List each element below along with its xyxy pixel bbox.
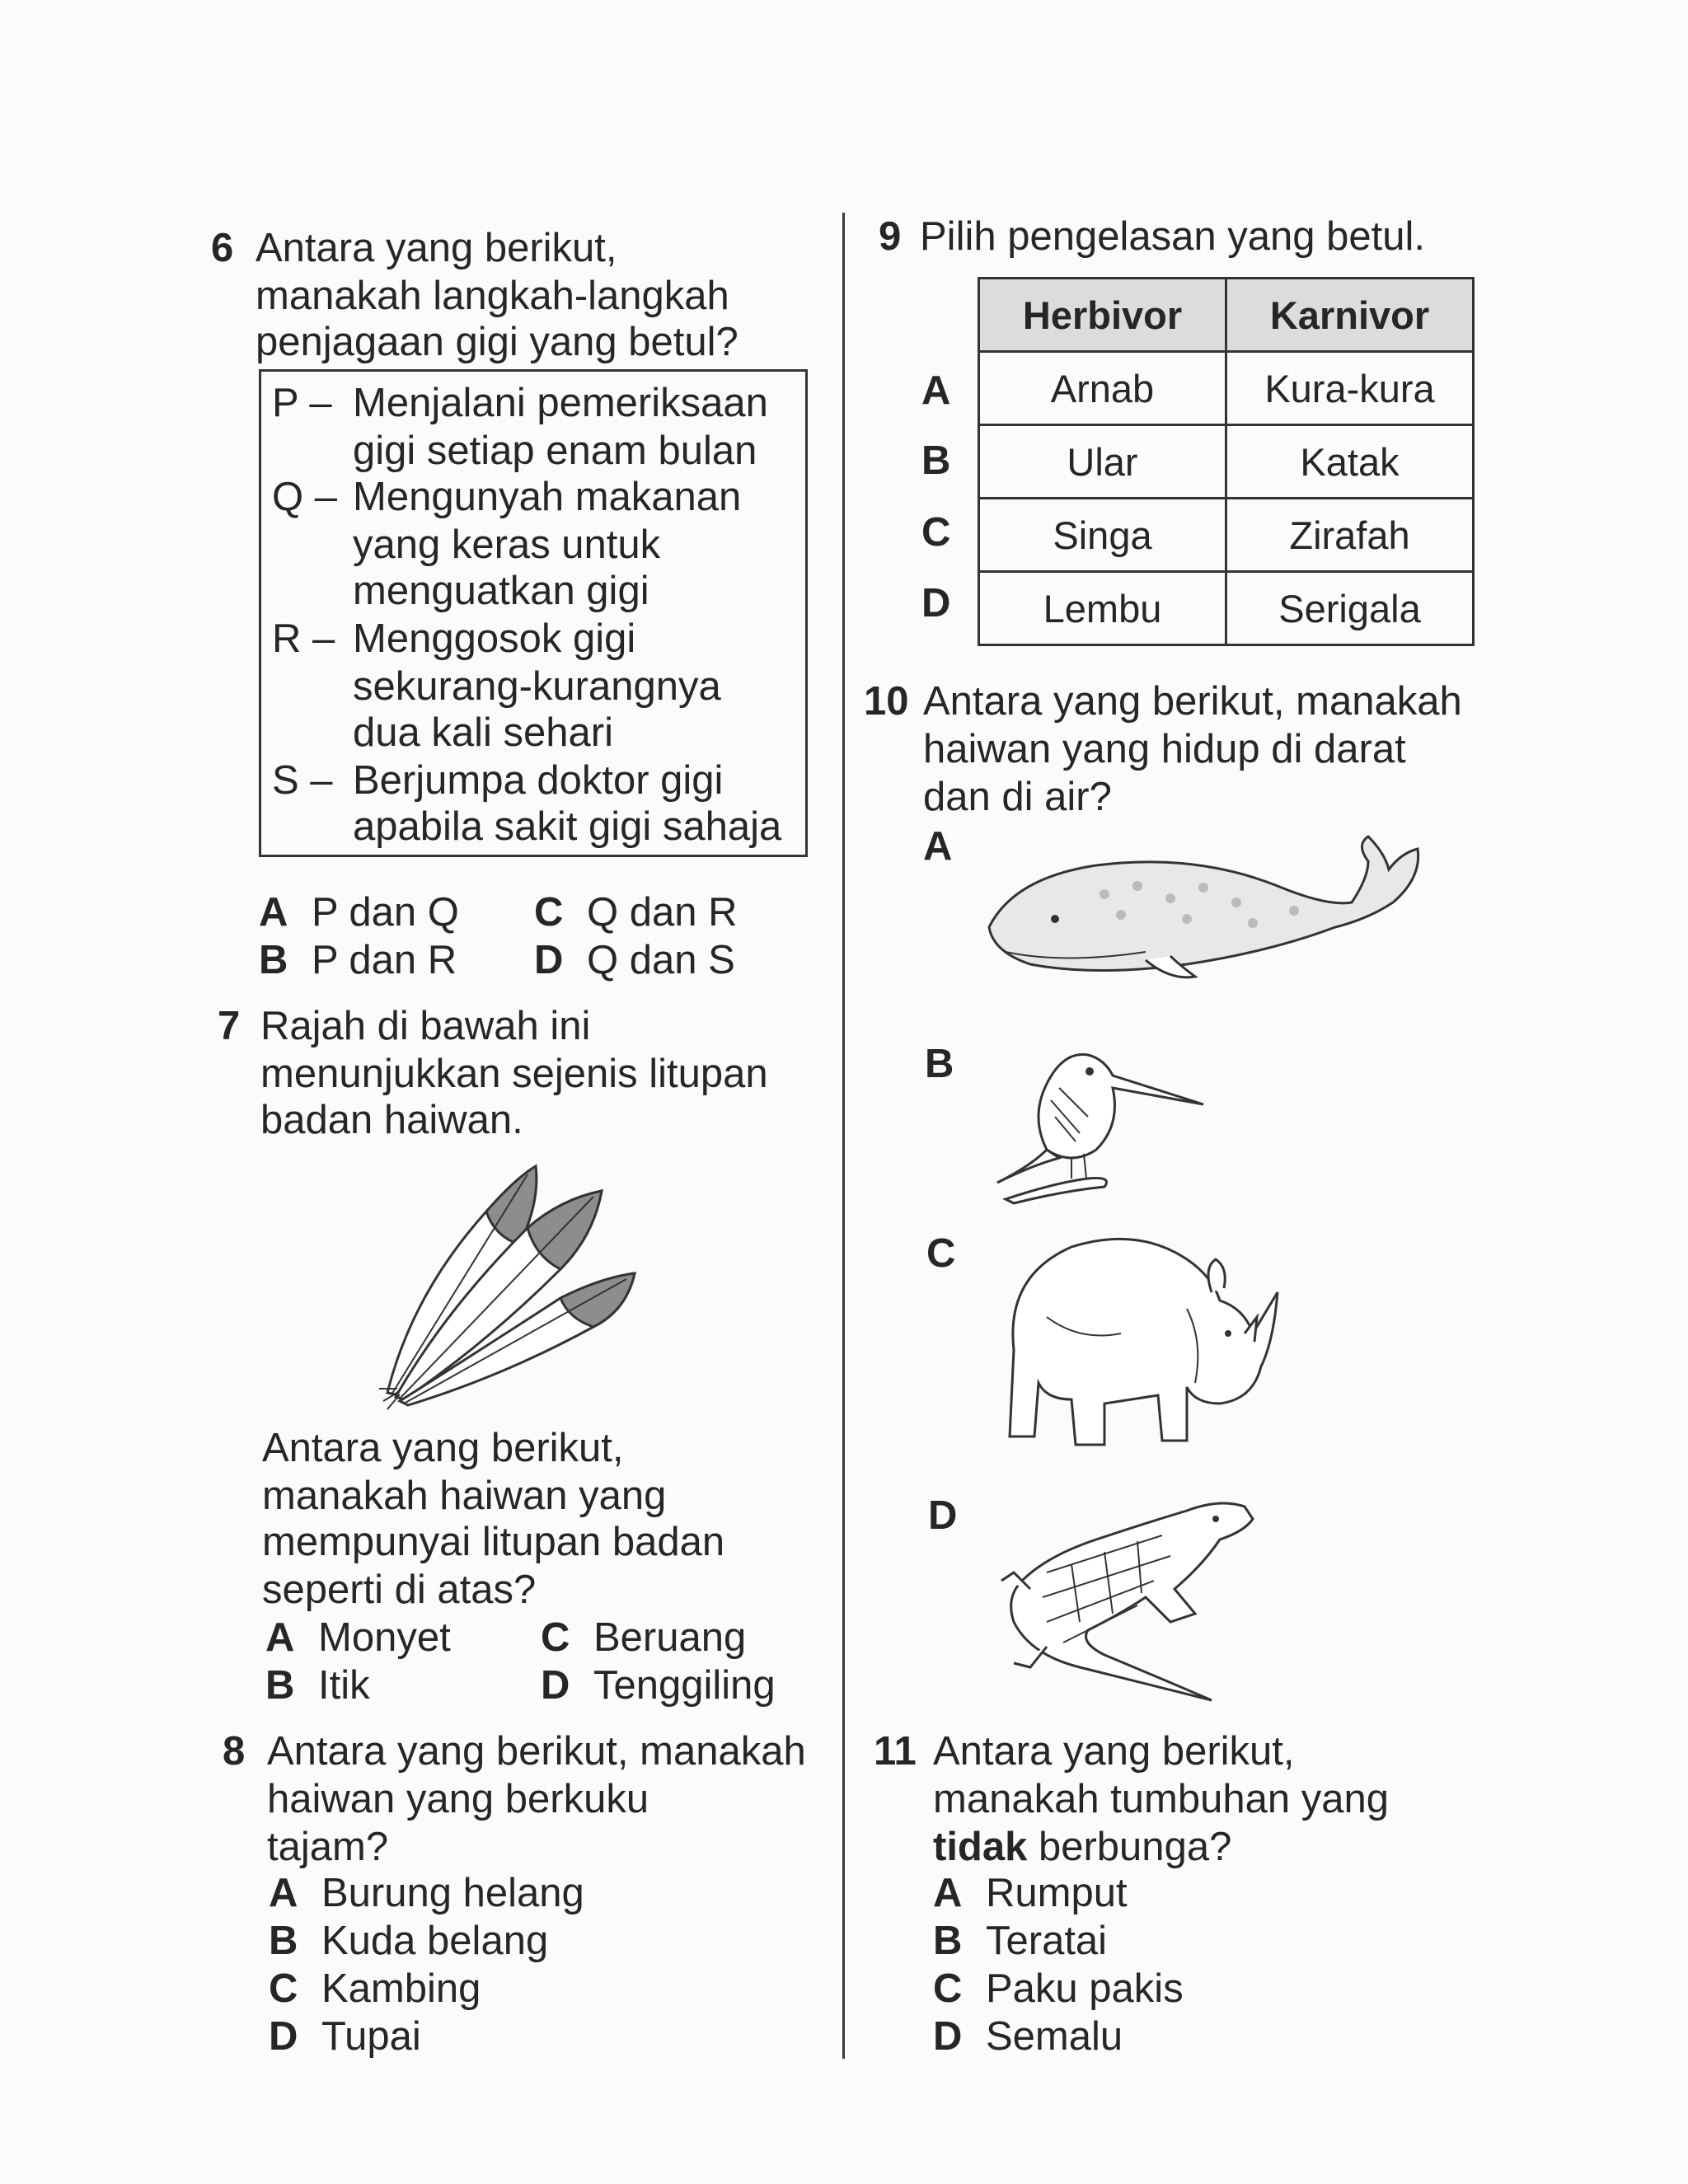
answer-option-b[interactable] — [265, 1661, 370, 1709]
row-letter-a[interactable]: A — [921, 368, 951, 413]
column-divider — [842, 213, 845, 2059]
header-karnivor: Karnivor — [1226, 279, 1474, 352]
option-text: Tenggiling — [593, 1663, 776, 1708]
question-text-line: menunjukkan sejenis litupan — [260, 1052, 768, 1096]
answer-option-d[interactable] — [269, 2013, 421, 2060]
row-letter-c[interactable]: C — [921, 510, 951, 555]
question-text-line — [933, 1823, 1231, 1871]
option-text: Itik — [318, 1663, 370, 1708]
option-letter: C — [269, 1966, 298, 2011]
option-letter: A — [259, 890, 288, 935]
option-letter: D — [933, 2014, 963, 2059]
option-text: Semalu — [986, 2014, 1123, 2059]
question-number: 8 — [223, 1729, 246, 1774]
option-letter: B — [269, 1919, 298, 1963]
kingfisher-illustration[interactable] — [981, 1034, 1212, 1207]
option-letter: C — [933, 1966, 963, 2011]
option-text: Beruang — [593, 1615, 747, 1660]
cell-karnivor: Katak — [1226, 425, 1474, 499]
statement-line: Menjalani pemeriksaan — [353, 381, 768, 425]
question-text-line: manakah tumbuhan yang — [933, 1777, 1389, 1821]
option-text: Rumput — [986, 1871, 1128, 1915]
cell-herbivor: Lembu — [979, 572, 1226, 645]
question-text-line: Rajah di bawah ini — [260, 1004, 591, 1048]
statement-label: Q – — [272, 475, 337, 519]
question-text-line: penjagaan gigi yang betul? — [256, 320, 738, 364]
answer-option-a[interactable] — [933, 1869, 1128, 1917]
statement-line: Mengunyah makanan — [353, 475, 742, 519]
question-number: 6 — [211, 226, 234, 270]
statement-label: R – — [272, 616, 335, 661]
option-letter: C — [534, 890, 564, 935]
emphasis-tidak: tidak — [933, 1825, 1028, 1869]
statement-line: menguatkan gigi — [353, 569, 649, 613]
statement-line: yang keras untuk — [353, 523, 661, 567]
statement-line: gigi setiap enam bulan — [353, 429, 757, 473]
answer-option-a[interactable] — [265, 1614, 451, 1661]
crocodile-illustration[interactable] — [997, 1490, 1261, 1708]
option-letter: B — [265, 1663, 295, 1708]
cell-karnivor: Kura-kura — [1226, 352, 1474, 425]
question-text-line: Antara yang berikut, manakah — [267, 1729, 806, 1774]
cell-karnivor: Serigala — [1226, 572, 1474, 645]
question-text-line: Antara yang berikut, manakah — [923, 679, 1462, 724]
option-text: Kambing — [321, 1966, 481, 2011]
statement-line: Berjumpa doktor gigi — [353, 758, 724, 803]
statement-line: Menggosok gigi — [353, 616, 636, 661]
statement-label: S – — [272, 758, 333, 803]
option-letter: B — [259, 938, 288, 982]
question-text-line: badan haiwan. — [260, 1098, 523, 1142]
table-row[interactable] — [979, 572, 1474, 645]
option-text: Kuda belang — [321, 1919, 549, 1963]
answer-option-d[interactable] — [933, 2013, 1123, 2060]
question-text-line: Antara yang berikut, — [933, 1729, 1295, 1774]
question-text-line: seperti di atas? — [262, 1568, 537, 1612]
cell-herbivor: Ular — [979, 425, 1226, 499]
answer-option-a[interactable] — [259, 888, 459, 936]
table-row[interactable] — [979, 425, 1474, 499]
option-letter-d[interactable]: D — [928, 1493, 958, 1538]
statement-line: sekurang-kurangnya — [353, 664, 721, 709]
question-number: 11 — [874, 1729, 917, 1774]
answer-option-c[interactable] — [541, 1614, 746, 1661]
question-text-line: haiwan yang berkuku — [267, 1777, 649, 1821]
question-text-line: Antara yang berikut, — [256, 226, 617, 270]
option-text: P dan Q — [312, 890, 459, 935]
option-letter: A — [933, 1871, 963, 1915]
answer-option-b[interactable] — [269, 1917, 548, 1965]
question-text-line: haiwan yang hidup di darat — [923, 727, 1406, 771]
statement-label: P – — [272, 381, 332, 425]
option-letter-a[interactable]: A — [923, 824, 953, 869]
answer-option-c[interactable] — [933, 1965, 1184, 2013]
classification-table — [978, 277, 1475, 646]
cell-karnivor: Zirafah — [1226, 499, 1474, 572]
answer-option-c[interactable] — [534, 888, 737, 936]
option-letter: D — [269, 2014, 298, 2059]
option-letter: D — [534, 938, 564, 982]
option-text: Q dan R — [587, 890, 738, 935]
option-letter-c[interactable]: C — [926, 1231, 956, 1276]
answer-option-c[interactable] — [269, 1965, 481, 2013]
option-text: P dan R — [312, 938, 457, 982]
answer-option-d[interactable] — [541, 1661, 776, 1709]
table-row[interactable] — [979, 352, 1474, 425]
question-text-line: manakah langkah-langkah — [256, 274, 729, 318]
cell-herbivor: Arnab — [979, 352, 1226, 425]
option-letter: C — [541, 1615, 570, 1660]
statement-line: apabila sakit gigi sahaja — [353, 804, 782, 849]
answer-option-b[interactable] — [933, 1917, 1107, 1965]
question-text-rest: berbunga? — [1027, 1825, 1232, 1869]
table-row[interactable] — [979, 499, 1474, 572]
row-letter-d[interactable]: D — [921, 581, 951, 626]
answer-option-a[interactable] — [269, 1869, 584, 1917]
option-letter: A — [269, 1871, 298, 1915]
cell-herbivor: Singa — [979, 499, 1226, 572]
option-letter: D — [541, 1663, 570, 1708]
question-text-line: mempunyai litupan badan — [262, 1520, 725, 1564]
option-letter: A — [265, 1615, 295, 1660]
question-text-line: dan di air? — [923, 775, 1112, 819]
question-number: 9 — [879, 214, 902, 259]
rhinoceros-illustration[interactable] — [997, 1226, 1286, 1465]
question-number: 10 — [864, 679, 909, 724]
option-letter-b[interactable]: B — [925, 1042, 954, 1086]
statement-line: dua kali sehari — [353, 710, 613, 755]
option-text: Teratai — [986, 1919, 1108, 1963]
option-text: Paku pakis — [986, 1966, 1184, 2011]
option-text: Burung helang — [321, 1871, 584, 1915]
option-letter: B — [933, 1919, 963, 1963]
feathers-illustration — [363, 1154, 659, 1418]
row-letter-b[interactable]: B — [921, 438, 951, 483]
question-text-line: Antara yang berikut, — [262, 1426, 624, 1470]
question-number: 7 — [218, 1004, 241, 1048]
option-text: Monyet — [318, 1615, 451, 1660]
question-text-line: manakah haiwan yang — [262, 1474, 667, 1518]
whale-illustration[interactable] — [981, 828, 1426, 985]
answer-option-d[interactable] — [534, 936, 735, 984]
option-text: Q dan S — [587, 938, 735, 982]
question-text-line: Pilih pengelasan yang betul. — [920, 214, 1425, 259]
question-text-line: tajam? — [267, 1825, 389, 1869]
header-herbivor: Herbivor — [979, 279, 1226, 352]
option-text: Tupai — [321, 2014, 421, 2059]
table-header-row — [979, 279, 1474, 352]
answer-option-b[interactable] — [259, 936, 457, 984]
